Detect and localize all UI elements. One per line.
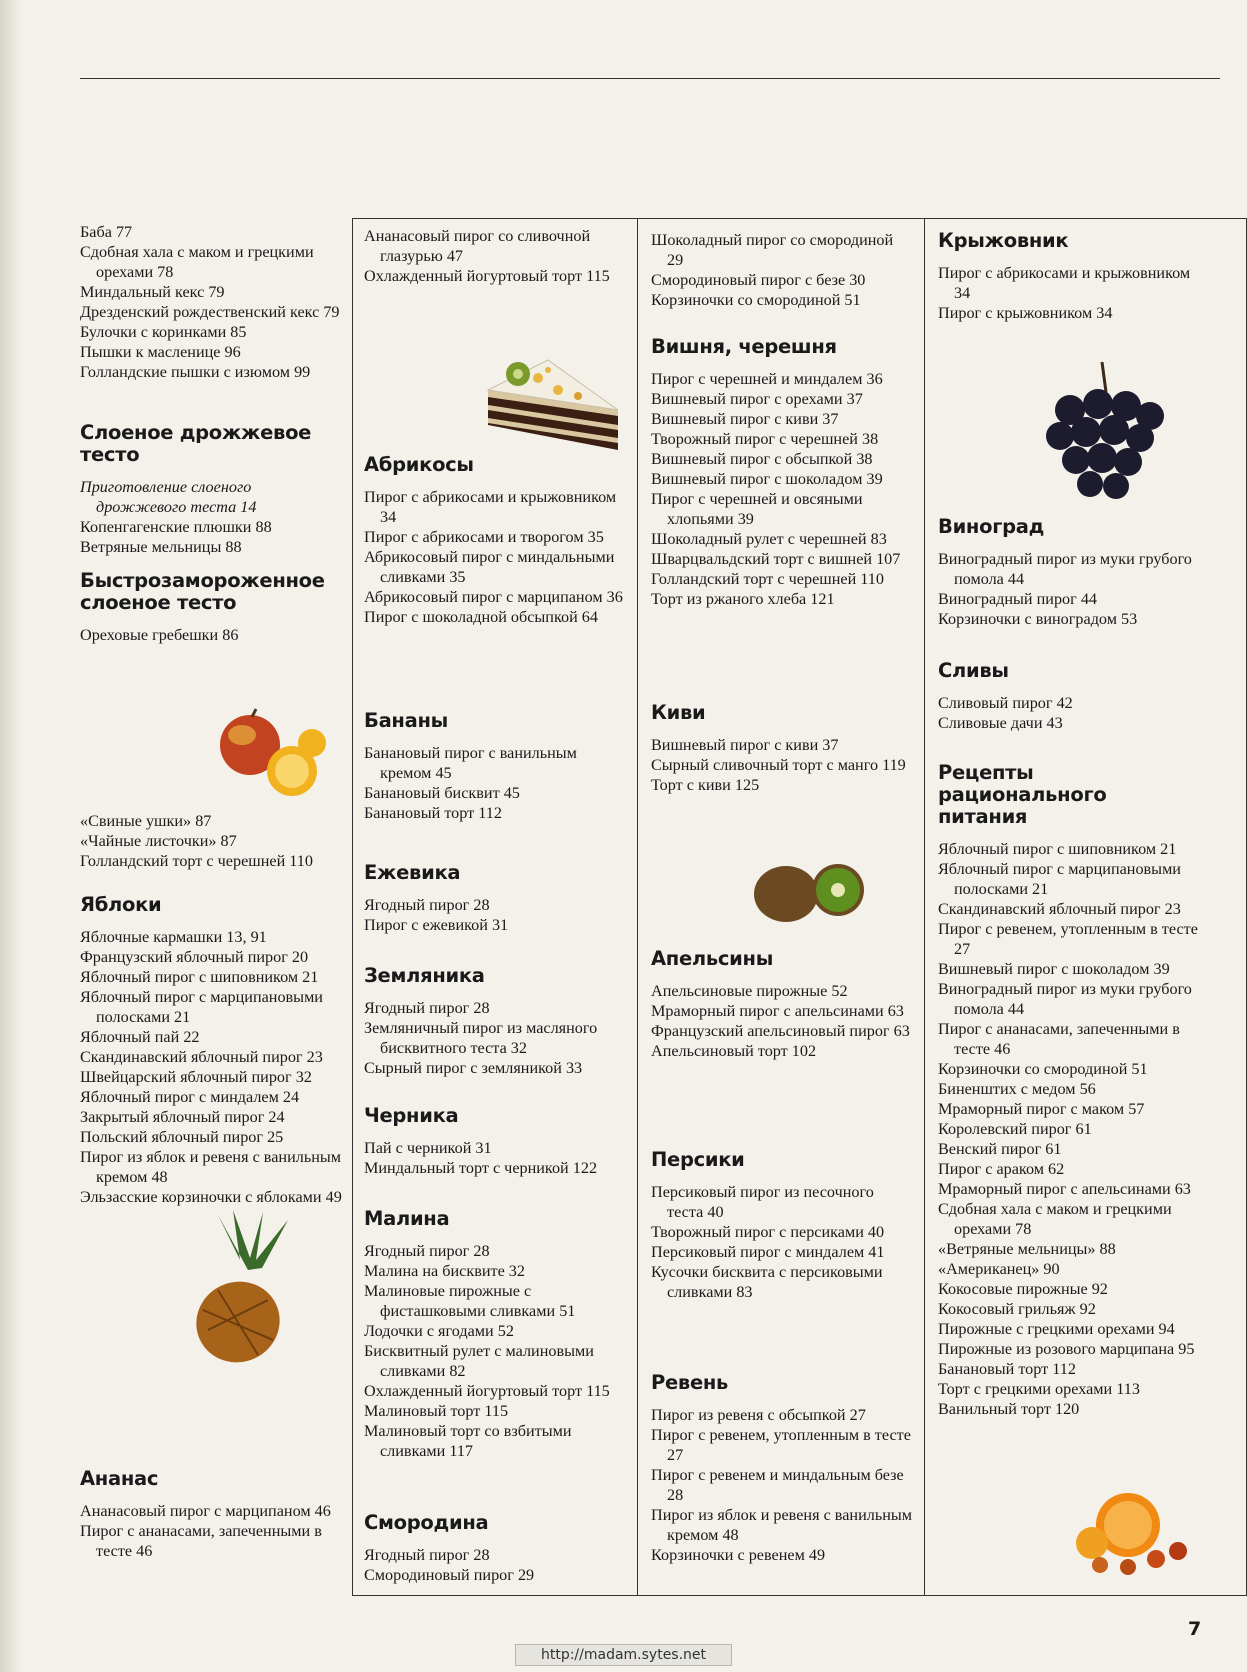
index-entry: Пирог с ревенем, утопленным в тесте 27 [651,1426,911,1464]
index-entry: Банановый бисквит 45 [364,784,520,802]
index-entry: Яблочный пай 22 [80,1028,200,1046]
index-entry: Пышки к масленице 96 [80,343,241,361]
index-entry: Ванильный торт 120 [938,1400,1080,1418]
index-entry: Персиковый пирог с миндалем 41 [651,1243,885,1261]
index-entry: Яблочный пирог с шиповником 21 [938,840,1177,858]
page-gutter-shadow [0,0,22,1672]
index-entry: Яблочный пирог с миндалем 24 [80,1088,300,1106]
index-section [364,965,626,1078]
index-entry: Пирог с ревенем и миндальным безе 28 [651,1466,904,1504]
index-section [80,222,342,382]
index-entry: Эльзасские корзиночки с яблоками 49 [80,1188,342,1206]
index-section [80,422,342,557]
index-entry: Виноградный пирог из муки грубого помола 44 [938,550,1192,588]
index-section [364,862,626,935]
index-entry: Корзиночки со смородиной 51 [938,1060,1148,1078]
index-entry: Сырный пирог с земляникой 33 [364,1059,583,1077]
index-entry: Пирог с черешней и миндалем 36 [651,370,883,388]
index-entry: Малина на бисквите 32 [364,1262,525,1280]
index-section [651,702,913,795]
index-entry: Ананасовый пирог со сливочной глазурью 47 [364,227,591,265]
index-entry: Пирог из ревеня с обсыпкой 27 [651,1406,866,1424]
section-heading: Абрикосы [364,453,474,476]
index-entry: Апельсиновый торт 102 [651,1042,817,1060]
index-entry: Пирог с абрикосами и творогом 35 [364,528,604,546]
index-entry: Французский яблочный пирог 20 [80,948,309,966]
index-entry: Сдобная хала с маком и грецкими орехами 78 [80,243,314,281]
index-entry: Вишневый пирог с киви 37 [651,736,839,754]
section-heading: Персики [651,1148,745,1171]
index-entry: Сливовый пирог 42 [938,694,1073,712]
section-heading: Апельсины [651,947,774,970]
index-entry: Яблочный пирог с марципановыми полосками 21 [80,988,323,1026]
index-section [80,1468,342,1561]
index-entry: Сливовые дачи 43 [938,714,1063,732]
index-entry: Биненштих с медом 56 [938,1080,1096,1098]
index-entry: Мраморный пирог с маком 57 [938,1100,1145,1118]
cake-slice-image [478,350,628,470]
index-entry: Лодочки с ягодами 52 [364,1322,514,1340]
index-entry: Швейцарский яблочный пирог 32 [80,1068,312,1086]
apple-lemon-image [212,705,332,805]
index-entry: Сырный сливочный торт с манго 119 [651,756,906,774]
index-entry: Шоколадный рулет с черешней 83 [651,530,887,548]
index-section [80,570,342,645]
index-entry: Голландский торт с черешней 110 [651,570,884,588]
index-section [651,230,913,310]
source-url[interactable]: http://madam.sytes.net [515,1644,732,1666]
index-entry: Пирог с черешней и овсяными хлопьями 39 [651,490,863,528]
index-entry: Вишневый пирог с шоколадом 39 [938,960,1170,978]
index-entry: Корзиночки со смородиной 51 [651,291,861,309]
header-rule [80,78,1220,79]
index-entry: Охлажденный йогуртовый торт 115 [364,1382,610,1400]
index-entry: Малиновый торт 115 [364,1402,509,1420]
index-entry: Яблочный пирог с марципановыми полосками 21 [938,860,1181,898]
index-entry: Пирог с крыжовником 34 [938,304,1113,322]
index-entry: Торт с грецкими орехами 113 [938,1380,1140,1398]
index-entry: Яблочные кармашки 13, 91 [80,928,267,946]
orange-image [1070,1485,1190,1575]
index-entry: Вишневый пирог с шоколадом 39 [651,470,883,488]
index-entry: «Ветряные мельницы» 88 [938,1240,1116,1258]
index-entry: Земляничный пирог из масляного бисквитного теста 32 [364,1019,598,1057]
index-entry: Закрытый яблочный пирог 24 [80,1108,285,1126]
section-heading: Ананас [80,1467,159,1490]
index-entry: Польский яблочный пирог 25 [80,1128,284,1146]
index-section [938,230,1200,323]
section-heading: Земляника [364,964,485,987]
section-heading: Быстрозамороженное слоеное тесто [80,569,325,614]
index-entry: Банановый пирог с ванильным кремом 45 [364,744,577,782]
index-entry: Скандинавский яблочный пирог 23 [80,1048,323,1066]
index-entry: «Свиные ушки» 87 [80,812,212,830]
index-entry: Пирог с шоколадной обсыпкой 64 [364,608,598,626]
index-entry: Персиковый пирог из песочного теста 40 [651,1183,874,1221]
index-section [364,454,626,627]
index-entry: Кокосовые пирожные 92 [938,1280,1108,1298]
index-entry: Бисквитный рулет с малиновыми сливками 82 [364,1342,594,1380]
index-section [651,948,913,1061]
page-number: 7 [1188,1618,1202,1640]
index-section [80,811,342,871]
index-entry: Кусочки бисквита с персиковыми сливками 83 [651,1263,883,1301]
section-heading: Яблоки [80,893,162,916]
index-entry: Булочки с коринками 85 [80,323,247,341]
index-entry: Вишневый пирог с киви 37 [651,410,839,428]
index-entry: Пирог с ежевикой 31 [364,916,509,934]
index-entry: Корзиночки с ревенем 49 [651,1546,826,1564]
index-entry: Кокосовый грильяж 92 [938,1300,1096,1318]
index-section [651,1372,913,1565]
section-heading: Сливы [938,659,1009,682]
index-section [938,660,1200,733]
index-entry: Королевский пирог 61 [938,1120,1092,1138]
index-entry: Пай с черникой 31 [364,1139,492,1157]
index-section [364,710,626,823]
index-entry: Шоколадный пирог со смородиной 29 [651,231,894,269]
column-divider [637,218,638,1596]
index-entry: Пирожные из розового марципана 95 [938,1340,1195,1358]
index-entry: Пирог с ревенем, утопленным в тесте 27 [938,920,1198,958]
index-entry: Ореховые гребешки 86 [80,626,239,644]
index-entry: Малиновый торт со взбитыми сливками 117 [364,1422,572,1460]
pineapple-image [178,1210,318,1370]
index-entry: Копенгагенские плюшки 88 [80,518,272,536]
index-entry: Французский апельсиновый пирог 63 [651,1022,910,1040]
index-entry: Виноградный пирог 44 [938,590,1098,608]
index-entry: Сдобная хала с маком и грецкими орехами 78 [938,1200,1172,1238]
index-section [938,762,1200,1419]
index-entry: Ягодный пирог 28 [364,1546,490,1564]
index-entry: Ягодный пирог 28 [364,896,490,914]
index-entry: Пирог с абрикосами и крыжовником 34 [938,264,1191,302]
index-entry: Творожный пирог с черешней 38 [651,430,879,448]
section-heading: Киви [651,701,706,724]
column-divider [924,218,925,1596]
index-entry: Мраморный пирог с апельсинами 63 [938,1180,1191,1198]
index-entry: Ягодный пирог 28 [364,1242,490,1260]
index-section [364,1105,626,1178]
index-entry: Венский пирог 61 [938,1140,1062,1158]
section-heading: Ежевика [364,861,461,884]
index-entry: Мраморный пирог с апельсинами 63 [651,1002,904,1020]
index-entry: Дрезденский рождественский кекс 79 [80,303,340,321]
grapes-image [1040,362,1170,512]
kiwi-image [748,858,868,928]
index-entry: Вишневый пирог с обсыпкой 38 [651,450,873,468]
index-entry: Миндальный торт с черникой 122 [364,1159,598,1177]
section-heading: Виноград [938,515,1045,538]
index-section [364,226,626,286]
index-entry: Пирожные с грецкими орехами 94 [938,1320,1175,1338]
section-heading: Малина [364,1207,450,1230]
section-heading: Слоеное дрожжевое тесто [80,421,312,466]
index-entry: Ветряные мельницы 88 [80,538,242,556]
index-section [651,336,913,609]
index-entry: Торт с киви 125 [651,776,760,794]
index-entry: Торт из ржаного хлеба 121 [651,590,835,608]
index-entry: Голландские пышки с изюмом 99 [80,363,311,381]
index-entry: Вишневый пирог с орехами 37 [651,390,863,408]
index-entry: Абрикосовый пирог с миндальными сливками 35 [364,548,615,586]
index-entry: Голландский торт с черешней 110 [80,852,313,870]
index-entry: Пирог с ананасами, запеченными в тесте 46 [938,1020,1180,1058]
section-heading: Ревень [651,1371,729,1394]
index-entry: Банановый торт 112 [938,1360,1076,1378]
index-entry: Банановый торт 112 [364,804,502,822]
index-section [364,1512,626,1585]
index-entry: Баба 77 [80,223,133,241]
index-entry: Охлажденный йогуртовый торт 115 [364,267,610,285]
index-section [651,1149,913,1302]
index-entry: Творожный пирог с персиками 40 [651,1223,885,1241]
section-heading: Бананы [364,709,448,732]
index-entry: Пирог с ананасами, запеченными в тесте 46 [80,1522,322,1560]
index-section [80,894,342,1207]
index-entry: Корзиночки с виноградом 53 [938,610,1138,628]
index-entry: Пирог из яблок и ревеня с ванильным кремом 48 [651,1506,912,1544]
index-entry: Смородиновый пирог 29 [364,1566,535,1584]
section-heading: Смородина [364,1511,489,1534]
index-entry: Малиновые пирожные с фисташковыми сливками 51 [364,1282,576,1320]
index-entry: Апельсиновые пирожные 52 [651,982,848,1000]
index-entry: Абрикосовый пирог с марципаном 36 [364,588,623,606]
index-entry: Пирог с араком 62 [938,1160,1065,1178]
section-heading: Крыжовник [938,229,1069,252]
section-heading: Вишня, черешня [651,335,837,358]
index-section [364,1208,626,1461]
index-entry: Скандинавский яблочный пирог 23 [938,900,1181,918]
index-entry: Пирог с абрикосами и крыжовником 34 [364,488,617,526]
index-entry: «Американец» 90 [938,1260,1060,1278]
index-entry: Пирог из яблок и ревеня с ванильным кремом 48 [80,1148,341,1186]
index-entry: «Чайные листочки» 87 [80,832,237,850]
index-entry: Ягодный пирог 28 [364,999,490,1017]
section-heading: Черника [364,1104,459,1127]
index-section [938,516,1200,629]
index-entry: Ананасовый пирог с марципаном 46 [80,1502,331,1520]
index-entry: Виноградный пирог из муки грубого помола 44 [938,980,1192,1018]
section-heading: Рецепты рационального питания [938,761,1107,828]
index-entry: Приготовление слоеного дрожжевого теста 14 [80,478,257,516]
index-entry: Миндальный кекс 79 [80,283,225,301]
index-entry: Шварцвальдский торт с вишней 107 [651,550,901,568]
index-entry: Смородиновый пирог с безе 30 [651,271,866,289]
index-entry: Яблочный пирог с шиповником 21 [80,968,319,986]
